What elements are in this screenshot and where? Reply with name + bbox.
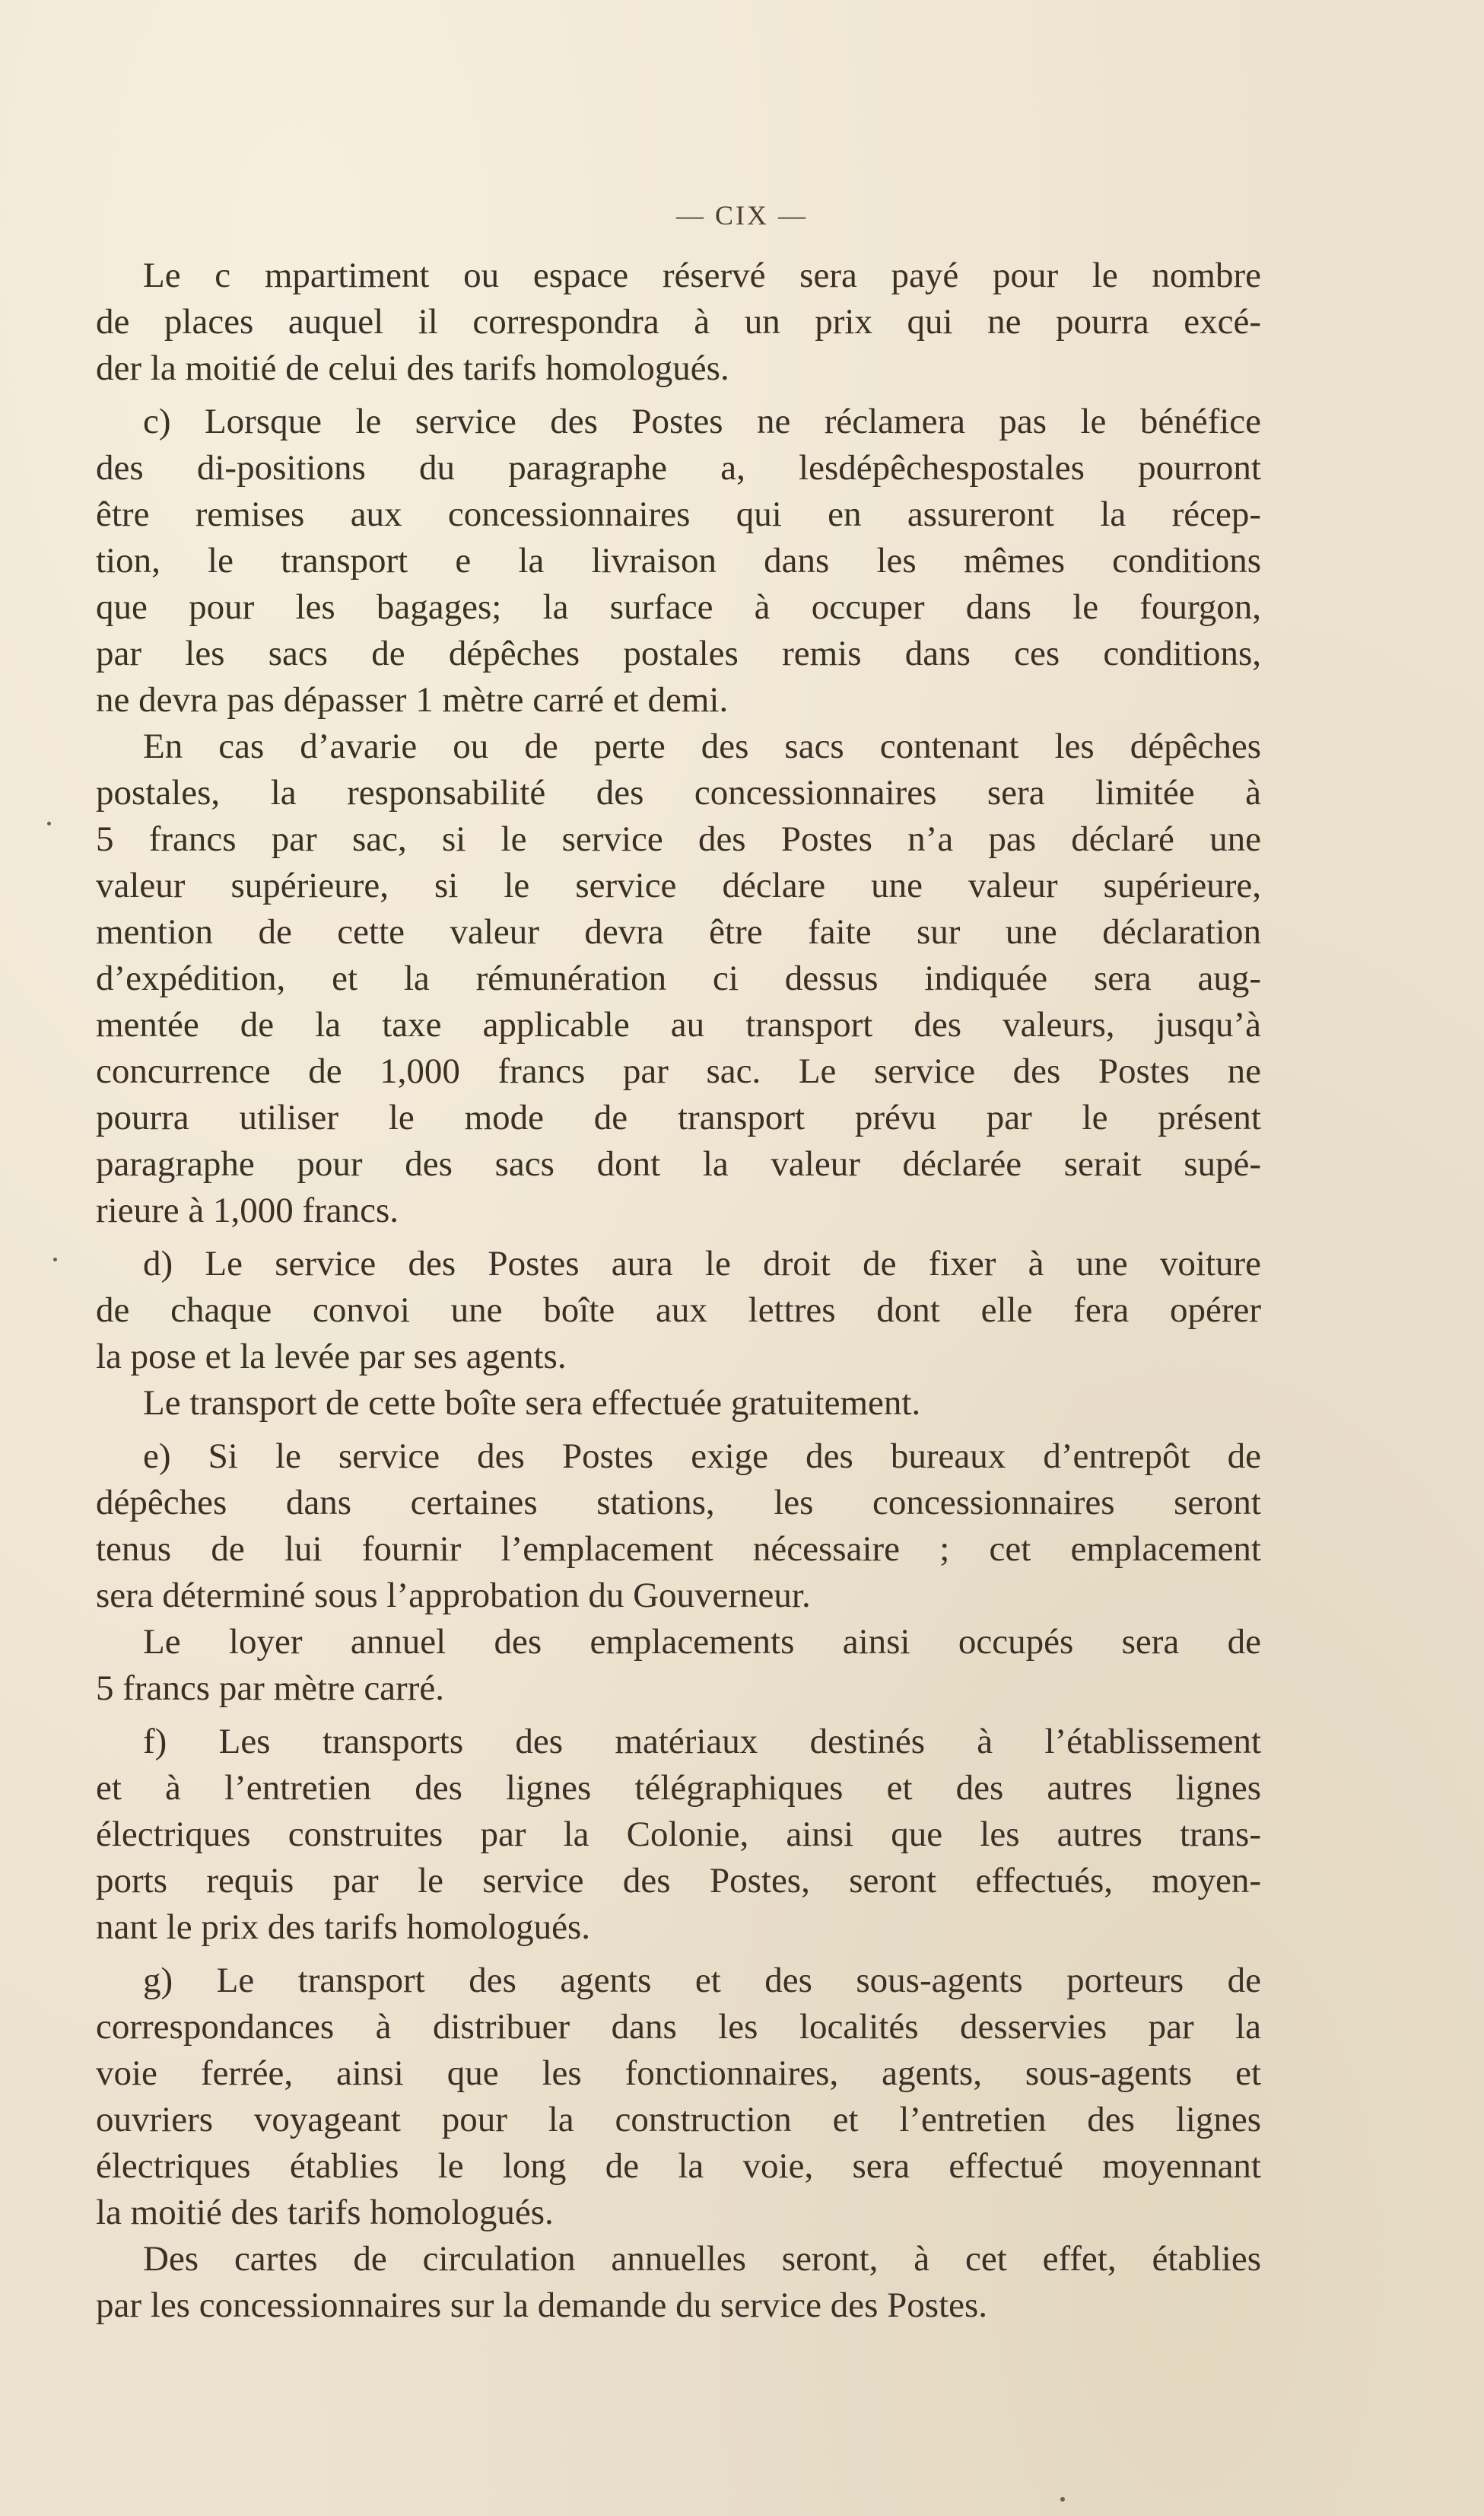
text-line: tenus de lui fournir l’emplacement nécessaire ; cet emplacement	[96, 1529, 1261, 1569]
text-line: électriques construites par la Colonie, ainsi que les autres trans-	[96, 1815, 1261, 1854]
text-line: mention de cette valeur devra être faite sur une déclaration	[96, 912, 1261, 952]
text-line: Des cartes de circulation annuelles seront, à cet effet, établies	[143, 2239, 1261, 2279]
text-line: par les sacs de dépêches postales remis dans ces conditions,	[96, 634, 1261, 673]
text-line: g) Le transport des agents et des sous-agents porteurs de	[143, 1961, 1261, 2000]
paragraph-annual-rent	[96, 1619, 1261, 1712]
text-line: sera déterminé sous l’approbation du Gouverneur.	[96, 1576, 811, 1615]
ink-speck	[47, 822, 51, 825]
text-line: f) Les transports des matériaux destinés à l’établissement	[143, 1722, 1261, 1761]
text-line: der la moitié de celui des tarifs homologués.	[96, 348, 729, 388]
paragraph-f	[96, 1719, 1261, 1951]
paragraph-mailbox-transport	[96, 1380, 1261, 1427]
text-line: d) Le service des Postes aura le droit de fixer à une voiture	[143, 1244, 1261, 1283]
text-line: ouvriers voyageant pour la construction et l’entretien des lignes	[96, 2100, 1261, 2139]
text-line: c) Lorsque le service des Postes ne réclamera pas le bénéfice	[143, 402, 1261, 441]
text-line: mentée de la taxe applicable au transport des valeurs, jusqu’à	[96, 1005, 1261, 1045]
text-line: et à l’entretien des lignes télégraphiques et des autres lignes	[96, 1768, 1261, 1808]
paragraph-d	[96, 1241, 1261, 1380]
text-line: 5 francs par mètre carré.	[96, 1668, 444, 1708]
body-text	[96, 253, 1261, 2329]
text-line: de places auquel il correspondra à un prix qui ne pourra excé-	[96, 302, 1261, 342]
text-line: ports requis par le service des Postes, seront effectués, moyen-	[96, 1861, 1261, 1901]
text-line: la moitié des tarifs homologués.	[96, 2193, 554, 2232]
text-line: tion, le transport e la livraison dans les mêmes conditions	[96, 541, 1261, 580]
paragraph-damage-liability	[96, 724, 1261, 1234]
text-line: valeur supérieure, si le service déclare une valeur supérieure,	[96, 866, 1261, 905]
paragraph-c	[96, 399, 1261, 724]
page-number: — CIX —	[676, 200, 808, 231]
text-line: rieure à 1,000 francs.	[96, 1191, 399, 1230]
text-line: que pour les bagages; la surface à occuper dans le fourgon,	[96, 587, 1261, 627]
paragraph-g	[96, 1958, 1261, 2236]
text-line: des di-positions du paragraphe a, lesdépêchespostales pourront	[96, 448, 1261, 488]
paragraph-compartment-price	[96, 253, 1261, 392]
text-line: concurrence de 1,000 francs par sac. Le service des Postes ne	[96, 1051, 1261, 1091]
text-line: pourra utiliser le mode de transport prévu par le présent	[96, 1098, 1261, 1137]
text-line: paragraphe pour des sacs dont la valeur déclarée serait supé-	[96, 1144, 1261, 1184]
text-line: par les concessionnaires sur la demande du service des Postes.	[96, 2285, 988, 2325]
text-line: la pose et la levée par ses agents.	[96, 1337, 567, 1376]
paragraph-e	[96, 1433, 1261, 1619]
text-line: Le loyer annuel des emplacements ainsi occupés sera de	[143, 1622, 1261, 1662]
text-line: Le c mpartiment ou espace réservé sera payé pour le nombre	[143, 256, 1261, 295]
paragraph-travel-cards	[96, 2236, 1261, 2329]
ink-speck	[1060, 2497, 1065, 2502]
text-line: voie ferrée, ainsi que les fonctionnaires, agents, sous-agents et	[96, 2053, 1261, 2093]
text-line: ne devra pas dépasser 1 mètre carré et demi.	[96, 680, 729, 720]
text-line: correspondances à distribuer dans les localités desservies par la	[96, 2007, 1261, 2047]
text-line: être remises aux concessionnaires qui en assureront la récep-	[96, 495, 1261, 534]
text-line: e) Si le service des Postes exige des bureaux d’entrepôt de	[143, 1436, 1261, 1476]
text-line: postales, la responsabilité des concessionnaires sera limitée à	[96, 773, 1261, 813]
text-line: de chaque convoi une boîte aux lettres dont elle fera opérer	[96, 1290, 1261, 1330]
text-line: En cas d’avarie ou de perte des sacs contenant les dépêches	[143, 727, 1261, 766]
text-line: Le transport de cette boîte sera effectuée gratuitement.	[143, 1383, 921, 1423]
text-line: électriques établies le long de la voie, sera effectué moyennant	[96, 2146, 1261, 2186]
ink-speck	[53, 1258, 57, 1261]
text-line: 5 francs par sac, si le service des Postes n’a pas déclaré une	[96, 819, 1261, 859]
text-line: dépêches dans certaines stations, les concessionnaires seront	[96, 1483, 1261, 1522]
text-line: nant le prix des tarifs homologués.	[96, 1907, 591, 1947]
text-line: d’expédition, et la rémunération ci dessus indiquée sera aug-	[96, 959, 1261, 998]
